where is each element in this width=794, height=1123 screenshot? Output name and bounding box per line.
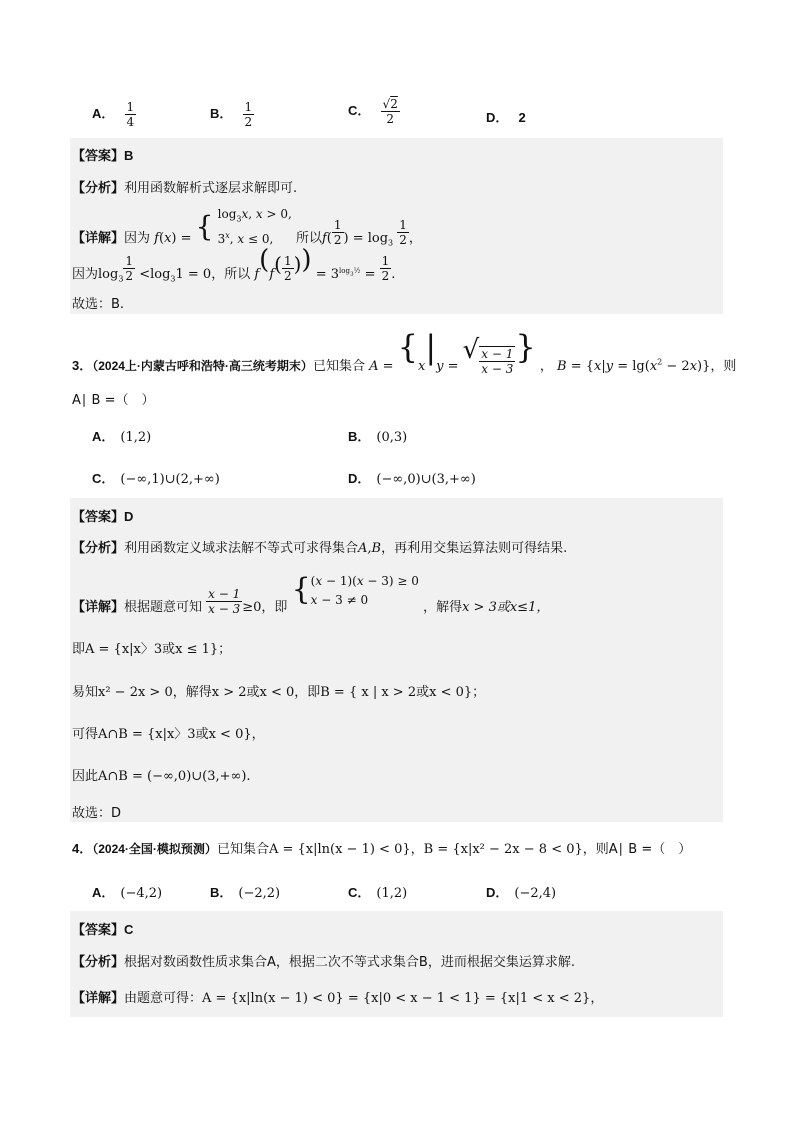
q4-analysis: 【分析】根据对数函数性质求集合A，根据二次不等式求集合B，进而根据交集运算求解. [72,954,575,970]
q4-stem: 4．（2024·全国·模拟预测）已知集合A = {x|ln(x − 1) < 0}，B = {x|x² − 2x − 8 < 0}，则A∣ B =（ ） [72,841,692,857]
q3-stem: 3．（2024上·内蒙古呼和浩特·高三统考期末）已知集合 A = {x|y = √ $\frac{x - 1}{x - 3}$ } ， $B = \{x|y = \lg(x^2 - 2x)\}$，则 [72,328,737,376]
q2-analysis: 【分析】利用函数解析式逐层求解即可. [72,180,298,196]
q4-option-c: C． (1,2) [348,885,408,901]
q3-detail-line-5: 因此A∩B = (−∞,0)∪(3,+∞). [72,769,251,784]
q2-option-c: C． $\frac{√2}{2}$ [348,97,398,126]
q2-option-a: A． $\frac{1}{4}$ [92,100,135,129]
q4-option-d: D． (−2,4) [486,885,557,901]
q3-analysis: 【分析】利用函数定义域求法解不等式可求得集合A,B，再利用交集运算法则可得结果. [72,540,568,556]
q3-detail-line-3: 易知x² − 2x > 0，解得x > 2或x < 0，即B = { x | x > 2或x < 0}； [72,685,486,700]
q2-conclusion: 故选：B. [72,297,125,312]
q4-detail: 【详解】由题意可得：A = {x|ln(x − 1) < 0} = {x|0 < x − 1 < 1} = {x|1 < x < 2}， [72,990,604,1006]
q2-detail-line-2: 因为$\log_3$ $\frac{1}{2}$ $<\log_31 = 0$，所以 f(f( $\frac{1}{2}$ )) = $3^{log_3\frac{1}{2}}$ = $\frac{1}{2}$ . [72,245,396,284]
q3-conclusion: 故选：D [72,806,122,821]
q3-detail-line-4: 可得A∩B = {x|x〉3或x < 0}， [72,727,265,742]
q3-option-c: C． (−∞,1)∪(2,+∞) [92,471,220,487]
q3-option-d: D． (−∞,0)∪(3,+∞) [348,471,476,487]
q3-option-a: A． (1,2) [92,429,152,445]
q3-stem-line-2: A∣ B =（ ） [72,393,155,408]
q2-option-b: B． $\frac{1}{2}$ [210,100,253,129]
q4-answer: 【答案】C [72,922,134,937]
q3-option-b: B． (0,3) [348,429,408,445]
q3-answer: 【答案】D [72,509,134,524]
q2-detail-line-1: 【详解】因为 f(x) = { $\log_3x$, x > 0, 3$^x$, x ≤ 0, 所以f( $\frac{1}{2}$ ) = $\log_3$ $\frac{1}{2}$ ， [72,207,422,248]
q3-detail-line-2: 即A = {x|x〉3或x ≤ 1}； [72,642,232,657]
q4-option-a: A． (−4,2) [92,885,163,901]
q3-detail-line-1: 【详解】根据题意可知 $\frac{x - 1}{x - 3}$ ≥0，即 {(x − 1)(x − 3) ≥ 0 x − 3 ≠ 0 ，解得x > 3或x≤1， [72,572,550,616]
q2-answer: 【答案】B [72,148,134,163]
q4-option-b: B． (−2,2) [210,885,281,901]
q2-option-d: D． 2 [486,110,526,125]
